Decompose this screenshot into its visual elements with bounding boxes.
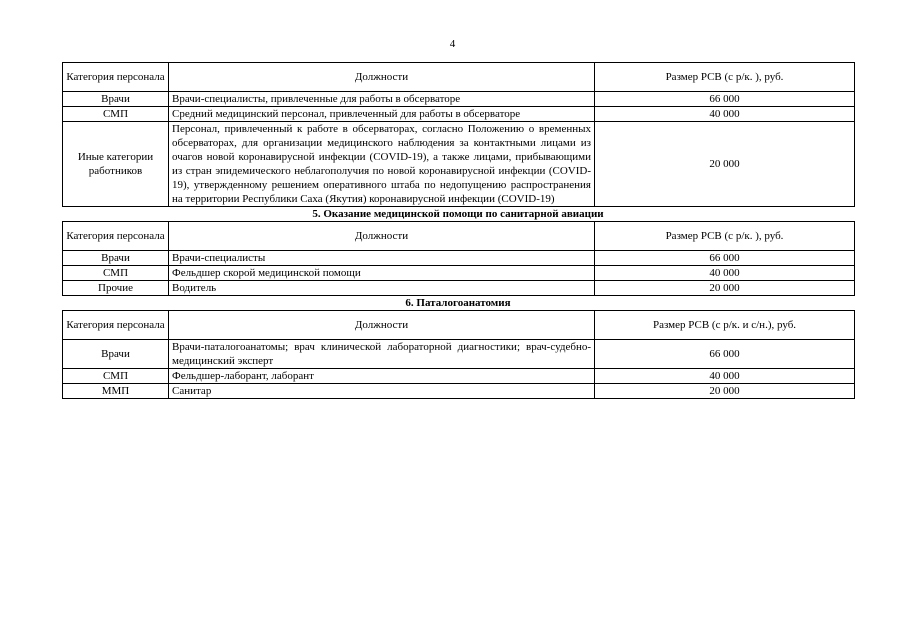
- row-position: Водитель: [169, 281, 595, 296]
- row-category: Врачи: [63, 340, 169, 369]
- row-category: ММП: [63, 384, 169, 399]
- row-position: Фельдшер скорой медицинской помощи: [169, 266, 595, 281]
- row-position: Врачи-специалисты: [169, 251, 595, 266]
- row-category: Врачи: [63, 251, 169, 266]
- header-category: Категория персонала: [63, 311, 169, 340]
- table-row: [63, 281, 855, 296]
- row-amount: 40 000: [595, 107, 855, 122]
- table-header-row: [63, 222, 855, 251]
- header-amount: Размер РСВ (с р/к. ), руб.: [595, 222, 855, 251]
- row-category: СМП: [63, 369, 169, 384]
- table-header-row: [63, 311, 855, 340]
- row-category: Иные категории работников: [63, 122, 169, 207]
- table-row: [63, 340, 855, 369]
- section-title-aviation: 5. Оказание медицинской помощи по санитарной авиации: [312, 208, 604, 220]
- table-header-row: [63, 63, 855, 92]
- row-category: Врачи: [63, 92, 169, 107]
- row-position: Врачи-паталогоанатомы; врач клинической лабораторной диагностики; врач-судебно-медицинский эксперт: [169, 340, 595, 369]
- row-position: Средний медицинский персонал, привлеченный для работы в обсерваторе: [169, 107, 595, 122]
- row-category: СМП: [63, 266, 169, 281]
- table-row: [63, 251, 855, 266]
- table-row: [63, 122, 855, 207]
- row-amount: 40 000: [595, 369, 855, 384]
- row-category: Прочие: [63, 281, 169, 296]
- row-amount: 20 000: [595, 281, 855, 296]
- row-amount: 66 000: [595, 340, 855, 369]
- table-row: [63, 266, 855, 281]
- header-category: Категория персонала: [63, 222, 169, 251]
- row-amount: 66 000: [595, 251, 855, 266]
- row-category: СМП: [63, 107, 169, 122]
- header-amount: Размер РСВ (с р/к. ), руб.: [595, 63, 855, 92]
- table-row: [63, 92, 855, 107]
- row-amount: 40 000: [595, 266, 855, 281]
- header-positions: Должности: [169, 63, 595, 92]
- row-amount: 20 000: [595, 122, 855, 207]
- page-number: 4: [449, 38, 456, 50]
- table-row: [63, 107, 855, 122]
- section-title-pathology: 6. Паталогоанатомия: [405, 297, 511, 309]
- row-position: Фельдшер-лаборант, лаборант: [169, 369, 595, 384]
- row-position: Персонал, привлеченный к работе в обсерваторах, согласно Положению о временных обсерваторах, для организации медицинского наблюдения за контактными лицами из очагов новой коронавирусной инфекции (COVID-19), а также лицами, прибывающими из стран эпидемического неблагополучия по новой коронавирусной инфекции (COVID-19), утвержденному решением оперативного штаба по недопущению распространения на территории Республики Саха (Якутия) коронавирусной инфекции (COVID-19): [169, 122, 595, 207]
- table-row: [63, 384, 855, 399]
- row-amount: 66 000: [595, 92, 855, 107]
- row-amount: 20 000: [595, 384, 855, 399]
- header-positions: Должности: [169, 311, 595, 340]
- table-row: [63, 369, 855, 384]
- table-aviation: [62, 221, 855, 296]
- table-observator: [62, 62, 855, 207]
- header-category: Категория персонала: [63, 63, 169, 92]
- row-position: Санитар: [169, 384, 595, 399]
- header-amount: Размер РСВ (с р/к. и с/н.), руб.: [595, 311, 855, 340]
- row-position: Врачи-специалисты, привлеченные для работы в обсерваторе: [169, 92, 595, 107]
- header-positions: Должности: [169, 222, 595, 251]
- table-pathology: [62, 310, 855, 399]
- document-body: [62, 62, 854, 399]
